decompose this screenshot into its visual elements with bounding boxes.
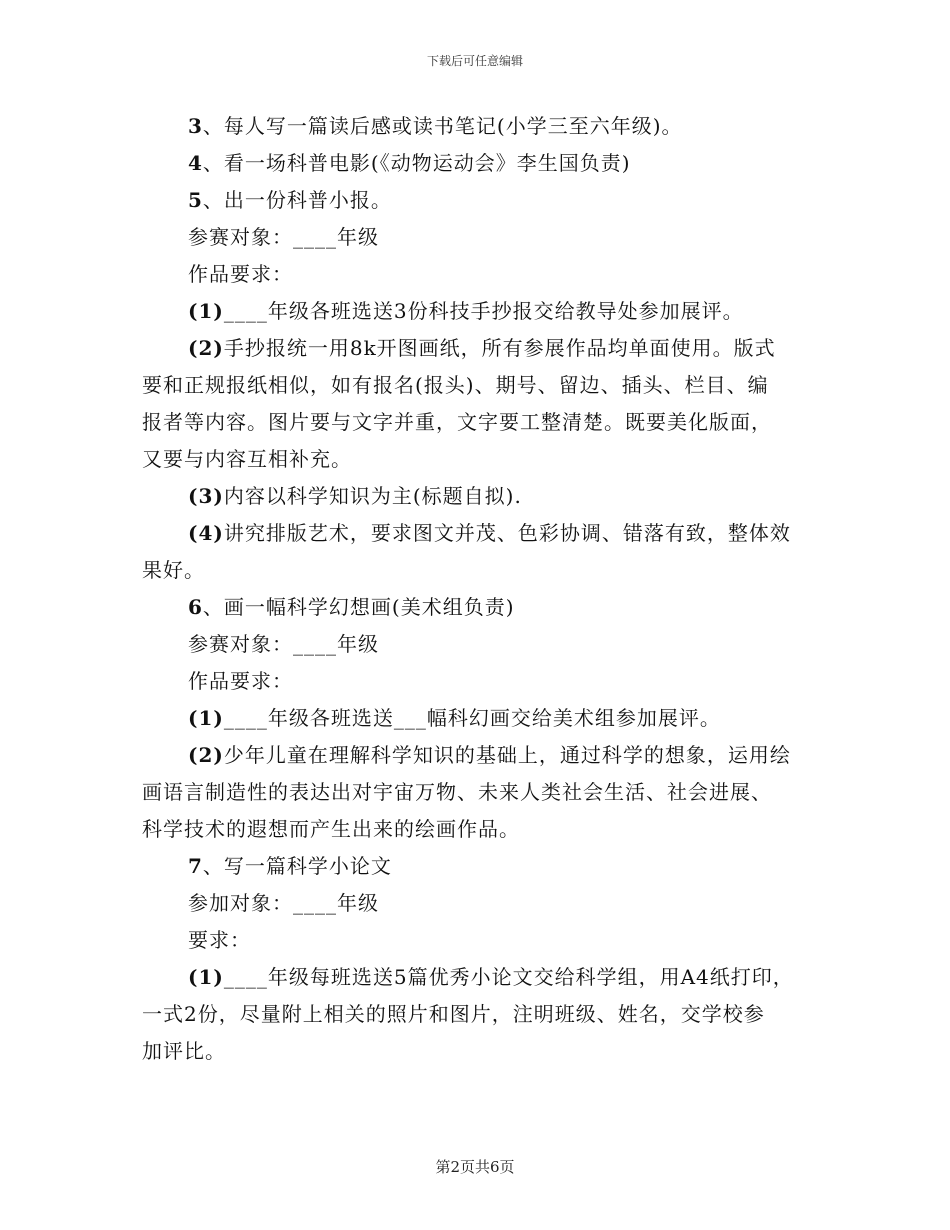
- line-text: 、画一幅科学幻想画(美术组负责): [202, 595, 515, 619]
- text-line: [142, 108, 808, 145]
- line-text: ____年级各班选送3份科技手抄报交给教导处参加展评。: [223, 299, 744, 323]
- text-line: [142, 885, 808, 922]
- line-text: 又要与内容互相补充。: [142, 447, 352, 471]
- text-line: [142, 700, 808, 737]
- item-number: 6: [188, 595, 203, 619]
- line-text: 科学技术的遐想而产生出来的绘画作品。: [142, 817, 520, 841]
- text-line: [142, 293, 808, 330]
- text-line: [142, 367, 808, 404]
- document-body: [142, 108, 808, 1070]
- text-line: [142, 330, 808, 367]
- text-line: [142, 441, 808, 478]
- line-text: 参加对象：____年级: [188, 891, 379, 915]
- line-text: 果好。: [142, 558, 205, 582]
- item-number: (2): [188, 743, 224, 767]
- text-line: [142, 589, 808, 626]
- text-line: [142, 663, 808, 700]
- text-line: [142, 515, 808, 552]
- text-line: [142, 219, 808, 256]
- line-text: ____年级每班选送5篇优秀小论文交给科学组，用A4纸打印，: [223, 965, 794, 989]
- item-number: (1): [188, 299, 224, 323]
- line-text: 要和正规报纸相似，如有报名(报头)、期号、留边、插头、栏目、编: [142, 373, 769, 397]
- line-text: 一式2份，尽量附上相关的照片和图片，注明班级、姓名，交学校参: [142, 1002, 765, 1026]
- line-text: 作品要求：: [188, 669, 293, 693]
- line-text: 、看一场科普电影(《动物运动会》李生国负责): [202, 151, 631, 175]
- line-text: 要求：: [188, 928, 251, 952]
- line-text: 手抄报统一用8k开图画纸，所有参展作品均单面使用。版式: [223, 336, 776, 360]
- item-number: (4): [188, 521, 224, 545]
- item-number: (1): [188, 706, 224, 730]
- text-line: [142, 922, 808, 959]
- text-line: [142, 404, 808, 441]
- text-line: [142, 626, 808, 663]
- text-line: [142, 145, 808, 182]
- line-text: ____年级各班选送___幅科幻画交给美术组参加展评。: [223, 706, 721, 730]
- text-line: [142, 552, 808, 589]
- text-line: [142, 848, 808, 885]
- line-text: 加评比。: [142, 1039, 226, 1063]
- text-line: [142, 182, 808, 219]
- line-text: 、每人写一篇读后感或读书笔记(小学三至六年级)。: [202, 114, 683, 138]
- text-line: [142, 996, 808, 1033]
- text-line: [142, 478, 808, 515]
- line-text: 报者等内容。图片要与文字并重，文字要工整清楚。既要美化版面，: [142, 410, 772, 434]
- item-number: 4: [188, 151, 203, 175]
- line-text: 、写一篇科学小论文: [202, 854, 392, 878]
- page-header: 下载后可任意编辑: [426, 54, 523, 68]
- line-text: 参赛对象：____年级: [188, 225, 379, 249]
- item-number: 3: [188, 114, 203, 138]
- item-number: (2): [188, 336, 224, 360]
- line-text: 讲究排版艺术，要求图文并茂、色彩协调、错落有致，整体效: [223, 521, 791, 545]
- text-line: [142, 811, 808, 848]
- line-text: 画语言制造性的表达出对宇宙万物、未来人类社会生活、社会进展、: [142, 780, 772, 804]
- item-number: (3): [188, 484, 224, 508]
- line-text: 少年儿童在理解科学知识的基础上，通过科学的想象，运用绘: [223, 743, 791, 767]
- line-text: 、出一份科普小报。: [202, 188, 392, 212]
- line-text: 作品要求：: [188, 262, 293, 286]
- page-footer: 第2页共6页: [435, 1158, 515, 1176]
- item-number: (1): [188, 965, 224, 989]
- text-line: [142, 959, 808, 996]
- text-line: [142, 737, 808, 774]
- text-line: [142, 256, 808, 293]
- line-text: 内容以科学知识为主(标题自拟).: [223, 484, 522, 508]
- item-number: 7: [188, 854, 203, 878]
- line-text: 参赛对象：____年级: [188, 632, 379, 656]
- item-number: 5: [188, 188, 203, 212]
- text-line: [142, 1033, 808, 1070]
- text-line: [142, 774, 808, 811]
